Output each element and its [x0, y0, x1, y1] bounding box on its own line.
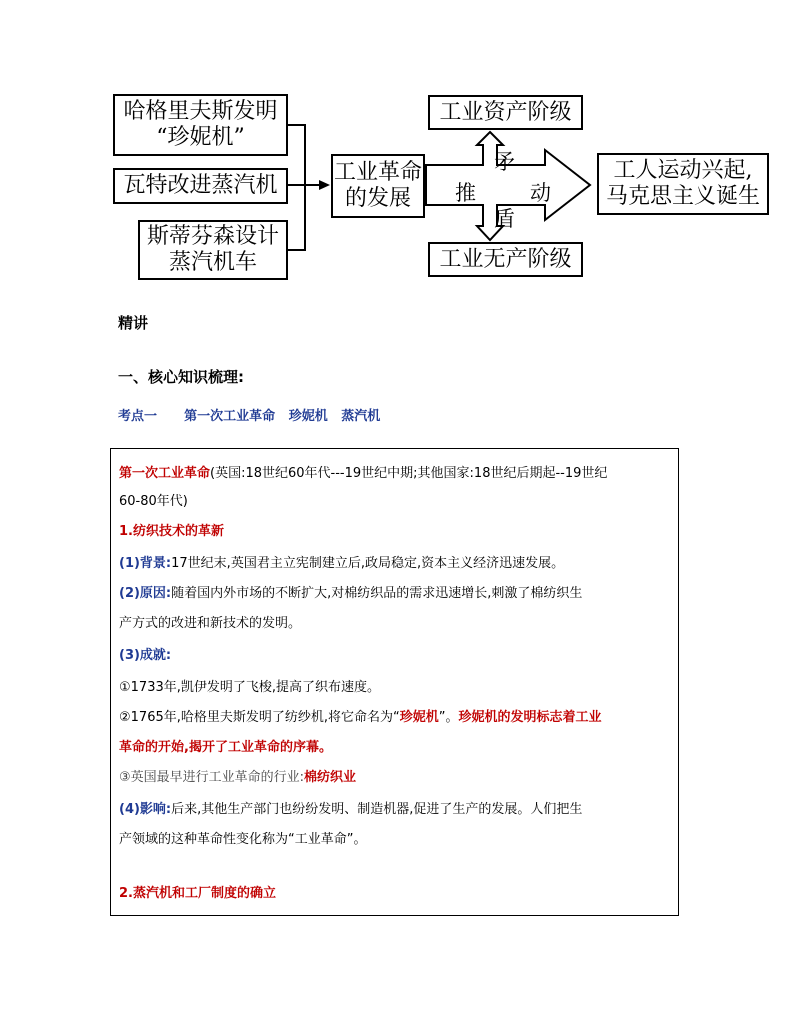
para-influence: [119, 801, 582, 819]
arrow-char-mao: 矛: [494, 150, 515, 174]
box-bourgeoisie-label: 工业资产阶级: [439, 99, 572, 125]
content-box: [110, 448, 679, 916]
text-reason: 随着国内外市场的不断扩大,对棉纺织品的需求迅速增长,刺激了棉纺织生: [171, 586, 583, 601]
label-background: (1)背景:: [119, 556, 172, 571]
text-influence-cont: 产领域的这种革命性变化称为“工业革命”。: [119, 832, 367, 847]
box-result: [597, 153, 769, 215]
box-center-line1: 工业革命: [333, 160, 422, 185]
box-proletariat: [428, 242, 583, 277]
achievement-3: [119, 769, 356, 787]
para-background: [119, 555, 564, 573]
achievement-3-industry: 棉纺织业: [304, 770, 357, 785]
heading-steam: 2.蒸汽机和工厂制度的确立: [119, 886, 276, 901]
box-center-line2: 的发展: [344, 186, 411, 211]
para-reason: [119, 585, 582, 603]
arrow-char-tui: 推: [455, 181, 476, 205]
section-title: 精讲: [118, 314, 149, 332]
box-jenny-line1: 哈格里夫斯发明: [123, 99, 278, 124]
box-industrial-revolution: [331, 154, 425, 218]
achievement-2-mid: ”。: [438, 710, 459, 725]
label-reason: (2)原因:: [119, 586, 172, 601]
achievement-2-jenny: 珍妮机: [399, 710, 439, 725]
box-jenny: [113, 94, 288, 156]
arrow-char-dong: 动: [530, 181, 551, 205]
content-title-line: [119, 465, 607, 483]
box-result-line1: 工人运动兴起,: [613, 158, 753, 183]
label-achievement: (3)成就:: [119, 648, 172, 663]
box-stephenson-line2: 蒸汽机车: [168, 250, 257, 275]
content-title-cont: 60-80年代): [119, 494, 188, 509]
kaodian-line: 考点一 第一次工业革命 珍妮机 蒸汽机: [118, 409, 381, 424]
subsection-title: 一、核心知识梳理:: [118, 368, 244, 386]
content-title-rest: (英国:18世纪60年代---19世纪中期;其他国家:18世纪后期起--19世纪: [210, 466, 608, 481]
text-background: 17世纪末,英国君主立宪制建立后,政局稳定,资本主义经济迅速发展。: [171, 556, 565, 571]
content-title-red: 第一次工业革命: [119, 466, 211, 481]
box-watt-label: 瓦特改进蒸汽机: [123, 173, 278, 198]
box-watt: [113, 168, 288, 204]
heading-textile: 1.纺织技术的革新: [119, 524, 224, 539]
box-proletariat-label: 工业无产阶级: [439, 246, 572, 272]
box-stephenson: [138, 220, 288, 280]
achievement-1: ①1733年,凯伊发明了飞梭,提高了织布速度。: [119, 680, 381, 695]
achievement-3-pre: ③英国最早进行工业革命的行业:: [119, 770, 305, 785]
achievement-2-significance: 珍妮机的发明标志着工业: [458, 710, 602, 725]
arrow-char-dun: 盾: [494, 207, 515, 231]
label-influence: (4)影响:: [119, 802, 172, 817]
box-jenny-line2: “珍妮机”: [156, 125, 245, 150]
achievement-2-cont: 革命的开始,揭开了工业革命的序幕。: [119, 740, 332, 755]
box-result-line2: 马克思主义诞生: [605, 184, 760, 209]
text-reason-cont: 产方式的改进和新技术的发明。: [119, 616, 302, 631]
text-influence: 后来,其他生产部门也纷纷发明、制造机器,促进了生产的发展。人们把生: [171, 802, 583, 817]
box-bourgeoisie: [428, 95, 583, 130]
box-stephenson-line1: 斯蒂芬森设计: [146, 224, 279, 249]
achievement-2-pre: ②1765年,哈格里夫斯发明了纺纱机,将它命名为“: [119, 710, 400, 725]
achievement-2: [119, 709, 602, 727]
